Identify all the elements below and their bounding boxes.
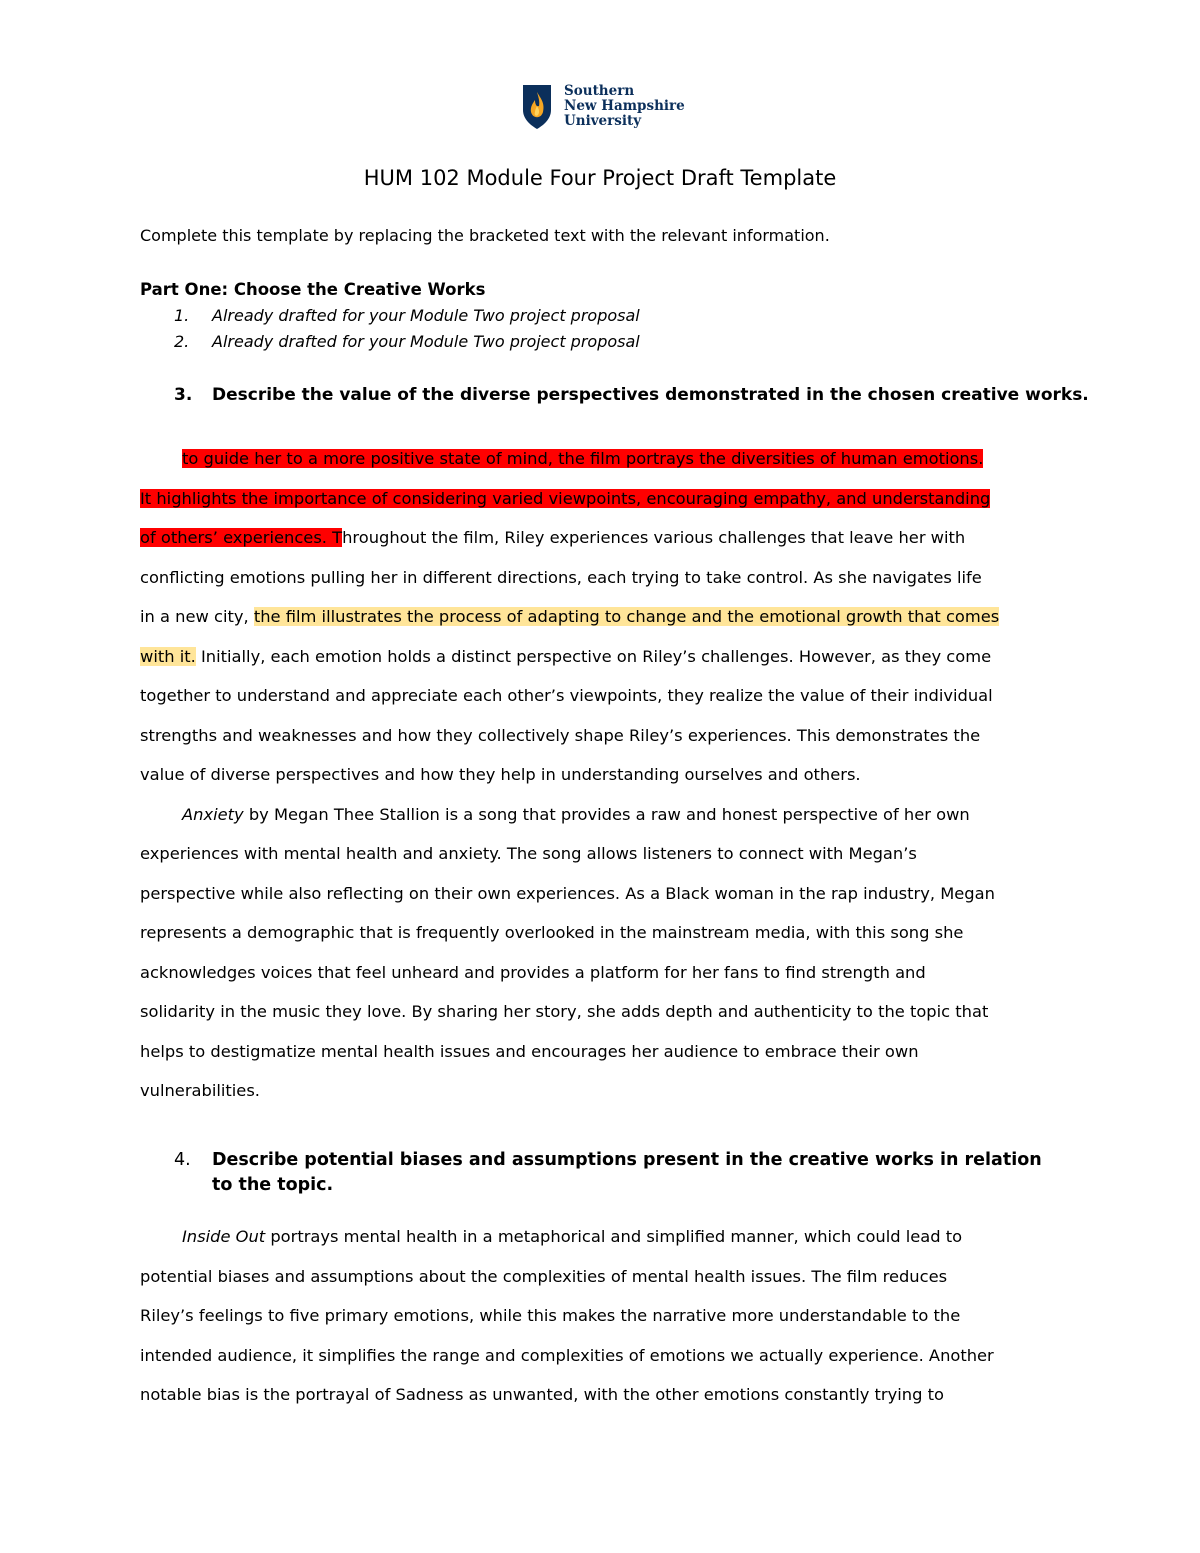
question-number: 4.	[174, 1150, 191, 1170]
body-line: perspective while also reflecting on their own experiences. As a Black woman in the rap industry, Megan	[140, 884, 995, 903]
body-line: vulnerabilities.	[140, 1081, 260, 1100]
body-line	[140, 489, 990, 508]
film-title: Inside Out	[182, 1227, 266, 1246]
body-text: Initially, each emotion holds a distinct perspective on Riley’s challenges. However, as they come	[195, 647, 992, 666]
logo-line-3: University	[564, 113, 642, 129]
body-line: acknowledges voices that feel unheard and provides a platform for her fans to find strength and	[140, 963, 926, 982]
list-item-text: Already drafted for your Module Two project proposal	[212, 306, 640, 325]
body-line	[182, 449, 983, 468]
body-text: portrays mental health in a metaphorical and simplified manner, which could lead to	[265, 1227, 963, 1246]
body-line	[140, 647, 991, 666]
body-line: solidarity in the music they love. By sharing her story, she adds depth and authenticity to the topic that	[140, 1002, 989, 1021]
body-line: intended audience, it simplifies the range and complexities of emotions we actually experience. Another	[140, 1346, 994, 1365]
body-line: represents a demographic that is frequently overlooked in the mainstream media, with this song she	[140, 923, 964, 942]
part-one-heading: Part One: Choose the Creative Works	[140, 280, 486, 299]
body-line	[182, 1227, 962, 1246]
body-text: by Megan Thee Stallion is a song that provides a raw and honest perspective of her own	[243, 805, 970, 824]
snhu-logo	[522, 84, 685, 130]
red-highlight: It highlights the importance of considering varied viewpoints, encouraging empathy, and understanding	[140, 489, 991, 508]
body-line: potential biases and assumptions about the complexities of mental health issues. The film reduces	[140, 1267, 948, 1286]
logo-line-1: Southern	[564, 83, 635, 99]
list-item	[140, 332, 640, 351]
yellow-highlight: the film illustrates the process of adapting to change and the emotional growth that comes	[253, 607, 1000, 626]
shield-flame-icon	[522, 84, 552, 130]
intro-text: Complete this template by replacing the bracketed text with the relevant information.	[140, 226, 830, 245]
body-text: in a new city,	[140, 607, 254, 626]
body-line: strengths and weaknesses and how they collectively shape Riley’s experiences. This demonstrates the	[140, 726, 981, 745]
list-item	[140, 306, 640, 325]
question-text: Describe the value of the diverse perspectives demonstrated in the chosen creative works.	[212, 385, 1089, 405]
body-line: conflicting emotions pulling her in different directions, each trying to take control. As she navigates life	[140, 568, 982, 587]
question-number: 3.	[174, 385, 193, 405]
body-text: hroughout the film, Riley experiences various challenges that leave her with	[342, 528, 966, 547]
question-3	[140, 385, 1089, 405]
song-title: Anxiety	[182, 805, 244, 824]
list-item-text: Already drafted for your Module Two project proposal	[212, 332, 640, 351]
body-line: experiences with mental health and anxiety. The song allows listeners to connect with Megan’s	[140, 844, 917, 863]
body-line	[140, 528, 965, 547]
logo-wordmark	[564, 84, 685, 129]
list-item-number: 1.	[174, 306, 190, 325]
body-line: helps to destigmatize mental health issues and encourages her audience to embrace their own	[140, 1042, 919, 1061]
body-line	[140, 607, 999, 626]
red-highlight: to guide her to a more positive state of mind, the film portrays the diversities of human emotions.	[182, 449, 984, 468]
yellow-highlight: with it.	[140, 647, 196, 666]
body-line: notable bias is the portrayal of Sadness as unwanted, with the other emotions constantly trying to	[140, 1385, 944, 1404]
body-line	[182, 805, 970, 824]
body-line: value of diverse perspectives and how they help in understanding ourselves and others.	[140, 765, 861, 784]
body-line: together to understand and appreciate each other’s viewpoints, they realize the value of their individual	[140, 686, 993, 705]
question-4	[140, 1148, 1042, 1198]
logo-line-2: New Hampshire	[564, 98, 685, 114]
body-line: Riley’s feelings to five primary emotions, while this makes the narrative more understandable to the	[140, 1306, 961, 1325]
document-title: HUM 102 Module Four Project Draft Template	[363, 166, 837, 190]
red-highlight: of others’ experiences. T	[140, 528, 343, 547]
list-item-number: 2.	[174, 332, 190, 351]
question-text: Describe potential biases and assumptions present in the creative works in relation to the topic.	[212, 1150, 1042, 1195]
